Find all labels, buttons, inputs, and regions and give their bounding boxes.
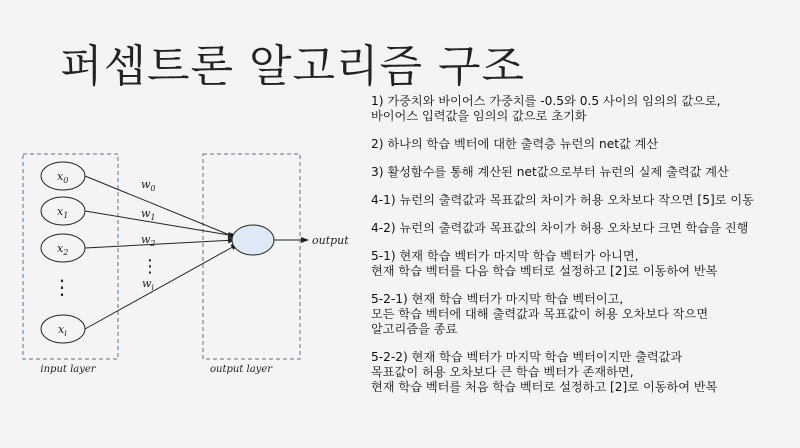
step-1 [371,94,791,124]
step-line: 5-1) 현재 학습 벡터가 마지막 학습 벡터가 아니면, [371,249,639,263]
input-node-1-base: x [57,205,64,218]
input-node-1-sub: 1 [63,211,69,220]
step-4-2 [371,221,791,236]
input-node-0 [41,162,85,190]
input-ellipsis: ⋮ [52,275,72,299]
algorithm-steps [371,94,791,408]
weight-0: $w_0$ [141,178,156,193]
input-node-0-base: x [57,170,64,183]
step-2 [371,137,791,152]
step-line: 5-2-2) 현재 학습 벡터가 마지막 학습 벡터이지만 출력값과 [371,350,683,364]
slide-title: 퍼셉트론 알고리즘 구조 [60,41,526,92]
connection-2 [85,240,235,248]
input-node-i-base: x [58,323,65,336]
connection-i [85,244,238,329]
output-node [232,225,274,255]
input-node-1 [41,197,85,225]
step-line: 목표값이 허용 오차보다 큰 학습 벡터가 존재하면, [371,365,634,379]
connection-1 [85,211,235,236]
step-line: 3) 활성함수를 통해 계산된 net값으로부터 뉴런의 실제 출력값 계산 [371,165,729,179]
step-3 [371,165,791,180]
connection-0 [85,176,237,238]
step-line: 바이어스 입력값을 임의의 값으로 초기화 [371,109,587,123]
step-5-2-1 [371,292,791,337]
step-line: 모든 학습 벡터에 대해 출력값과 목표값이 허용 오차보다 작으면 [371,307,709,321]
output-label: output [312,234,349,247]
step-5-1 [371,249,791,279]
input-node-0-sub: 0 [63,176,69,185]
step-line: 5-2-1) 현재 학습 벡터가 마지막 학습 벡터이고, [371,292,624,306]
step-line: 현재 학습 벡터를 처음 학습 벡터로 설정하고 [2]로 이동하여 반복 [371,380,718,394]
input-node-2-sub: 2 [63,248,69,257]
input-node-2-base: x [57,242,64,255]
step-line: 현재 학습 벡터를 다음 학습 벡터로 설정하고 [2]로 이동하여 반복 [371,264,718,278]
step-line: 2) 하나의 학습 벡터에 대한 출력층 뉴런의 net값 계산 [371,137,659,151]
step-4-1 [371,193,791,208]
output-layer-box [203,154,300,359]
input-node-i-sub: i [64,329,67,338]
weight-ellipsis: ⋮ [141,256,159,277]
step-line: 알고리즘을 종료 [371,322,458,336]
weight-i: $w_i$ [142,277,154,292]
output-layer-label: output layer [209,364,273,375]
step-line: 4-2) 뉴런의 출력값과 목표값의 차이가 허용 오차보다 크면 학습을 진행 [371,221,749,235]
weight-2: $w_2$ [141,233,156,248]
weight-1: $w_1$ [141,207,156,222]
step-line: 1) 가중치와 바이어스 가중치를 -0.5와 0.5 사이의 임의의 값으로, [371,94,721,108]
step-5-2-2 [371,350,791,395]
input-node-i [41,315,85,343]
input-layer-label: input layer [40,364,96,375]
input-node-2 [41,234,85,262]
step-line: 4-1) 뉴런의 출력값과 목표값의 차이가 허용 오차보다 작으면 [5]로 이동 [371,193,754,207]
